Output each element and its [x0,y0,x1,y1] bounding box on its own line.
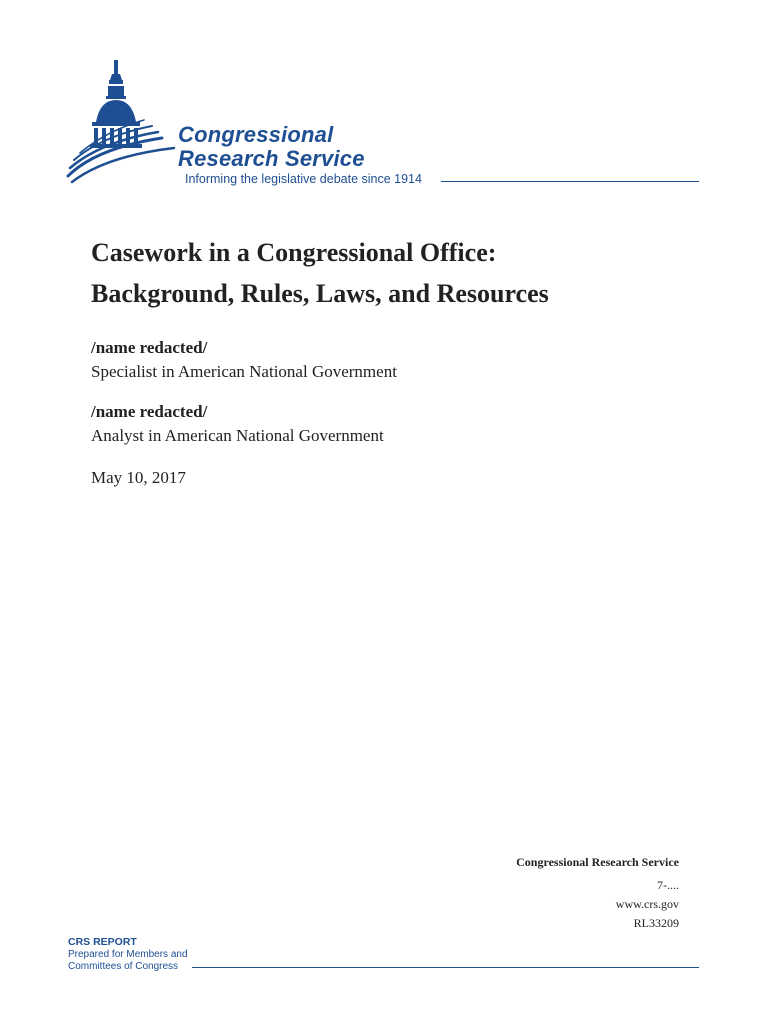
report-title-line1: Casework in a Congressional Office: [91,238,497,267]
author-2-role: Analyst in American National Government [91,426,384,445]
author-2-name: /name redacted/ [91,402,208,421]
publisher-website: www.crs.gov [615,897,679,911]
footer-divider [192,967,699,968]
report-title-line2: Background, Rules, Laws, and Resources [91,279,549,308]
org-tagline: Informing the legislative debate since 1914 [185,172,422,186]
crs-report-footer [68,936,700,976]
capitol-dome-icon [66,56,186,186]
publisher-block [516,853,679,933]
report-date: May 10, 2017 [91,468,186,487]
tagline-divider [441,181,699,182]
author-1-role: Specialist in American National Government [91,362,397,381]
publisher-phone: 7-.... [657,878,679,892]
footer-subtitle-line2: Committees of Congress [68,961,179,972]
footer-subtitle [68,949,188,973]
footer-label: CRS REPORT [68,936,137,948]
publisher-org: Congressional Research Service [516,855,679,869]
footer-subtitle-line1: Prepared for Members and [68,949,188,960]
author-1-name: /name redacted/ [91,338,208,357]
report-number: RL33209 [633,916,679,930]
crs-logo [66,56,706,196]
org-name-line1: Congressional [178,122,334,147]
report-title [91,232,711,314]
org-name-line2: Research Service [178,146,365,171]
